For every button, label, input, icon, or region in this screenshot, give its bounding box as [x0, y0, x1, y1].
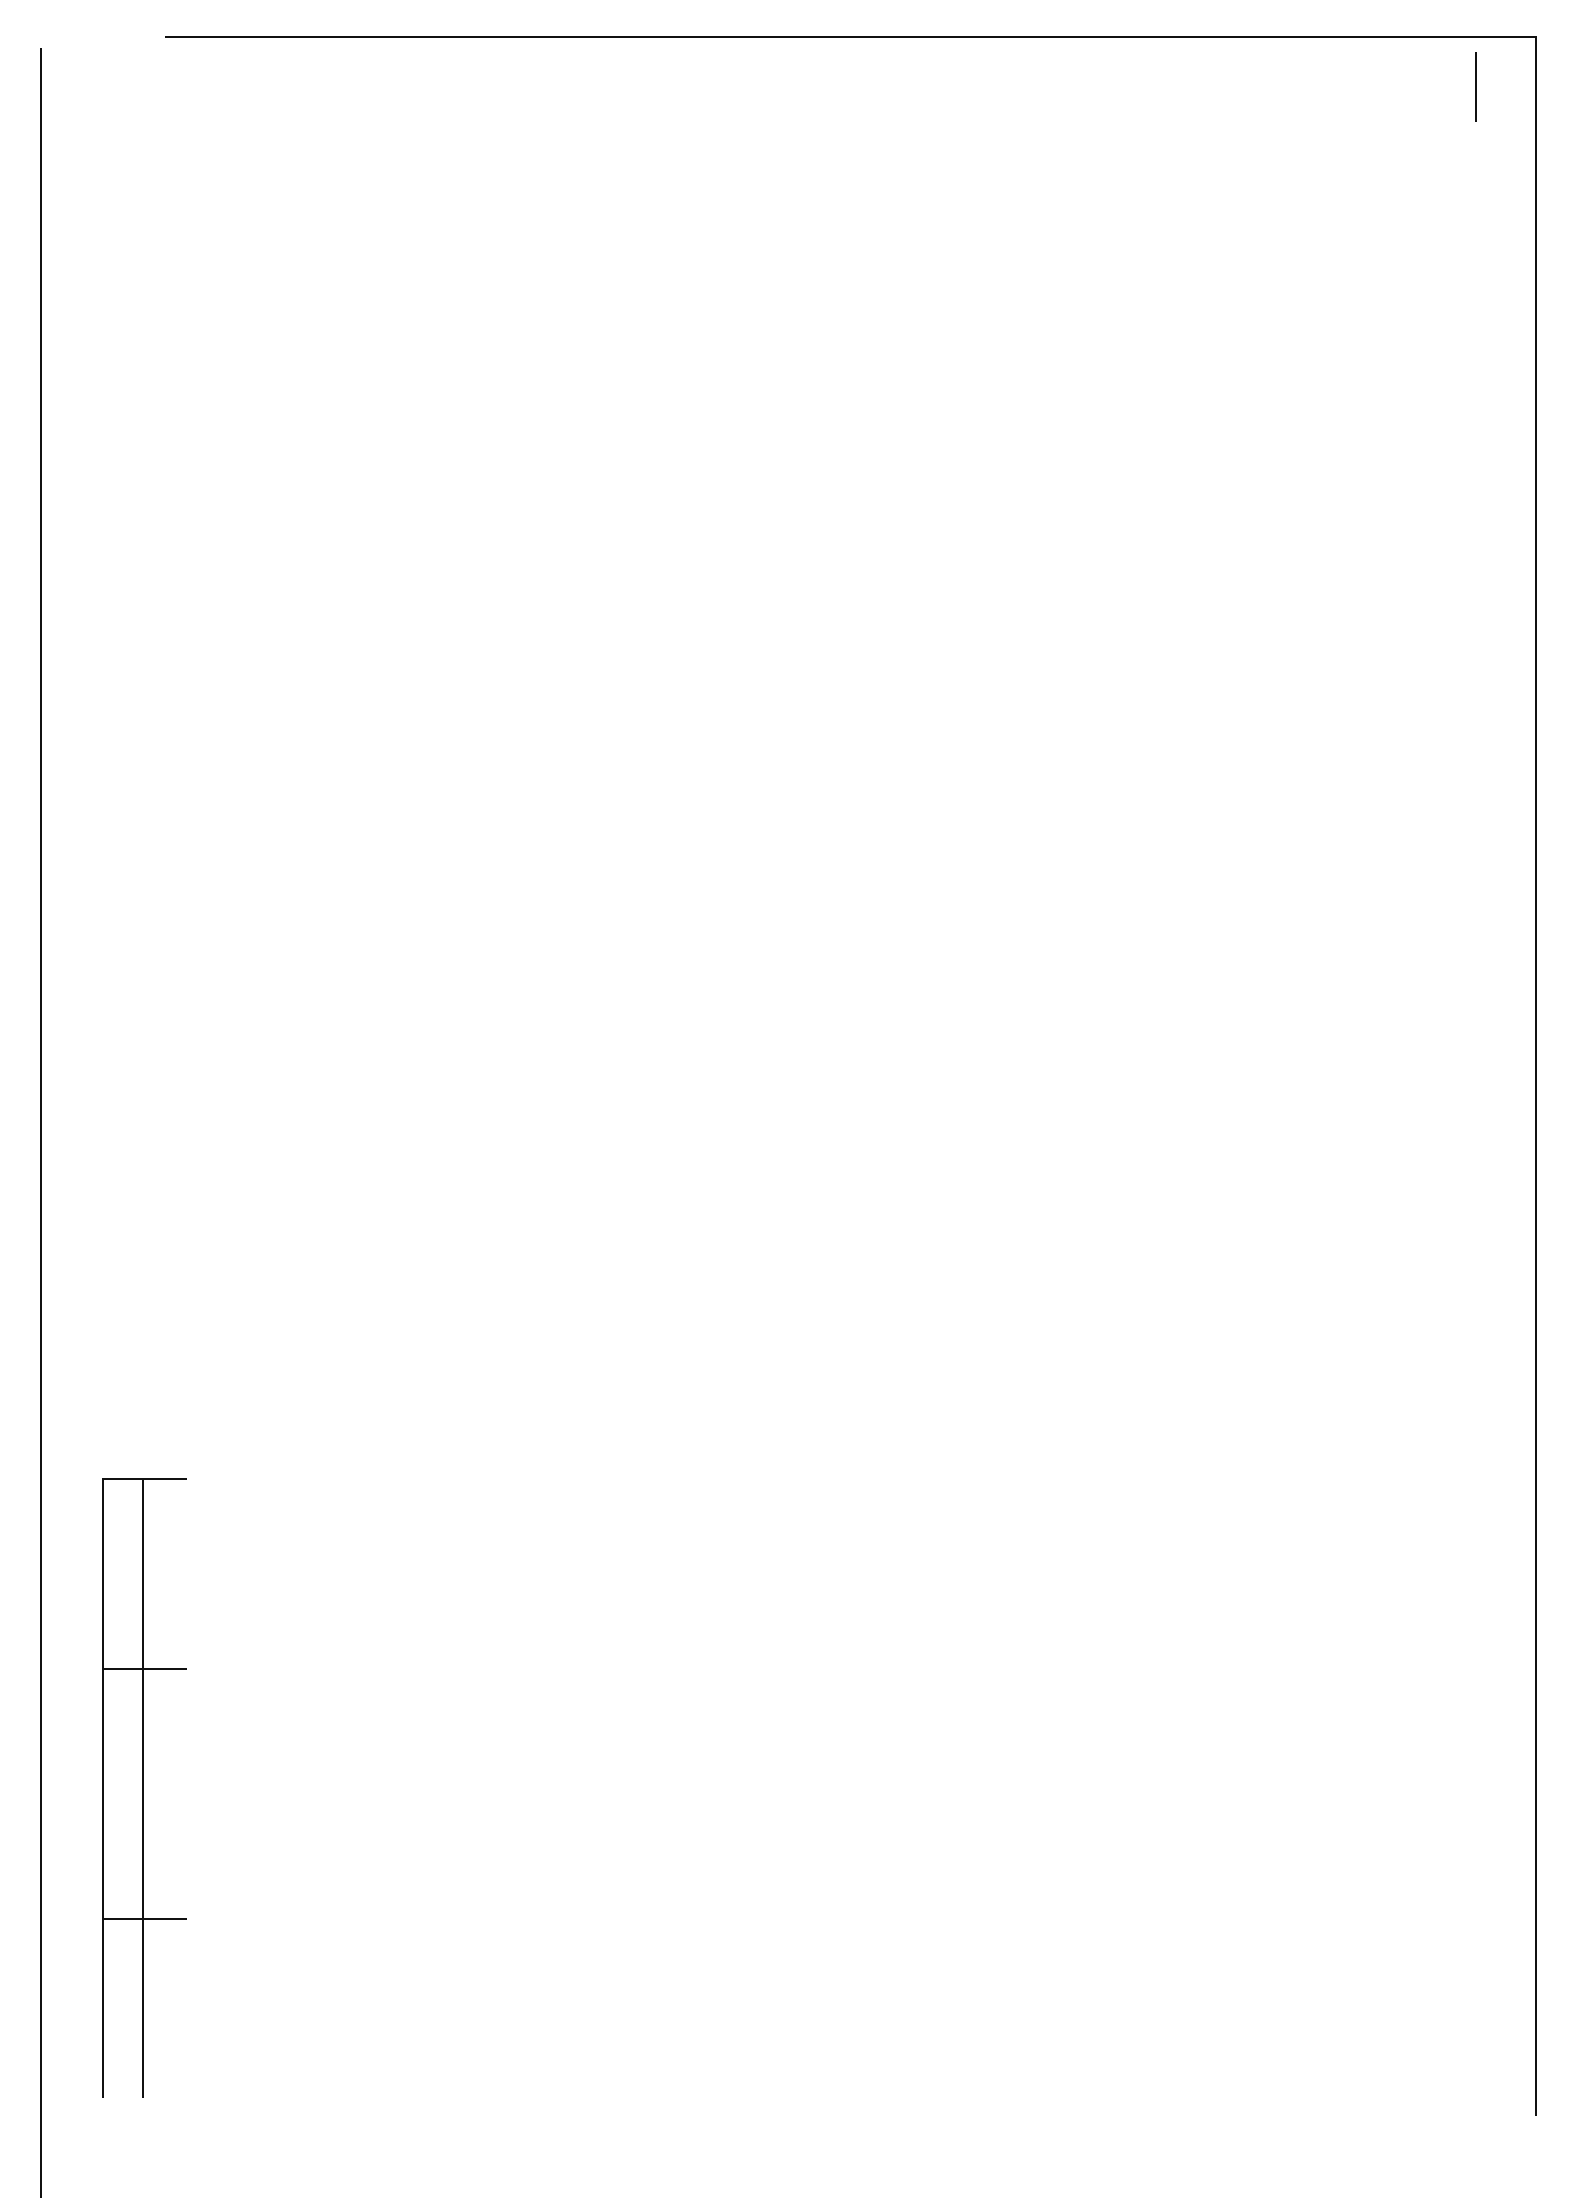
- page-number-divider: [1475, 52, 1477, 122]
- stamp-div-2: [102, 1918, 187, 1920]
- stamp-top: [102, 1478, 187, 1480]
- stamp-left: [102, 1478, 104, 2098]
- stamp-div-1: [102, 1668, 187, 1670]
- frame-top: [165, 36, 1537, 38]
- stamp-inner: [142, 1478, 144, 2098]
- frame-right: [1535, 36, 1537, 2116]
- frame-left: [40, 48, 42, 2198]
